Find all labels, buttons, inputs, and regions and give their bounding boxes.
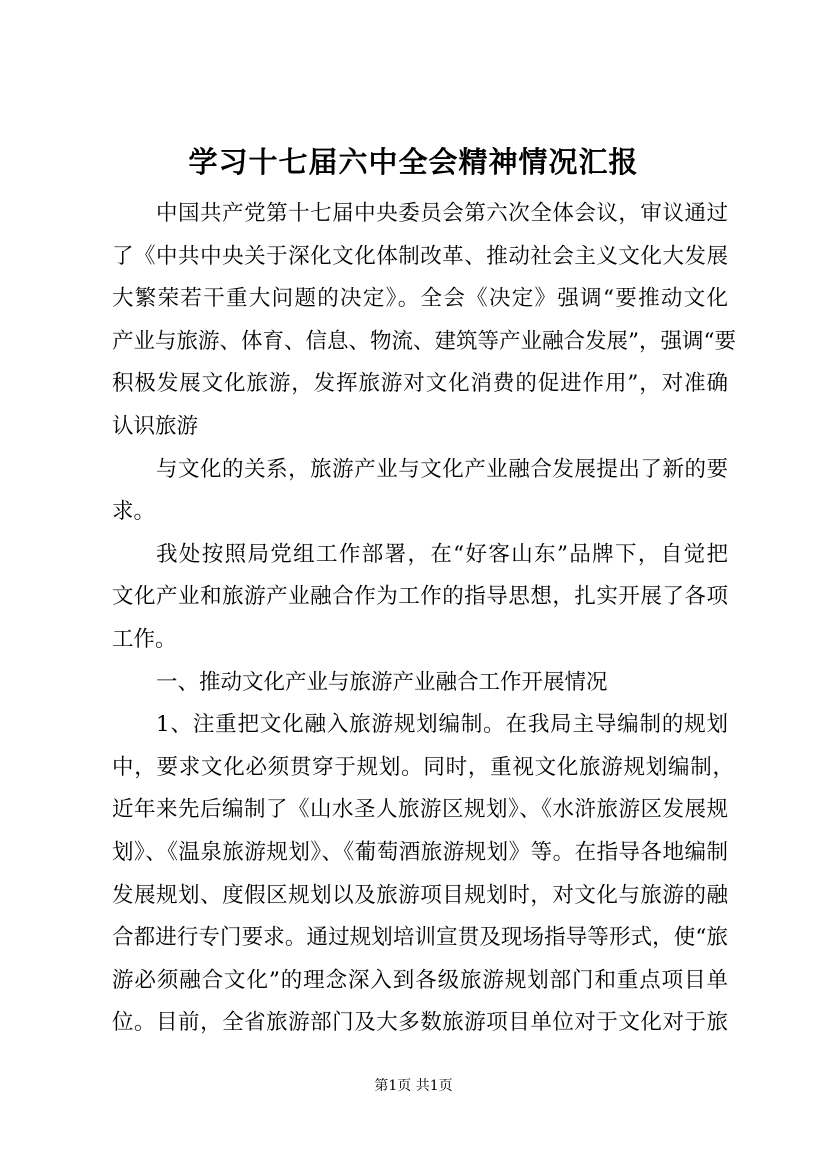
text-line: 求。 [112, 499, 156, 525]
text-line: 工作。 [112, 626, 177, 652]
text-line: 1、注重把文化融入旅游规划编制。在我局主导编制的规划 [156, 712, 728, 738]
text-line: 中，要求文化必须贯穿于规划。同时，重视文化旅游规划编制， [112, 754, 734, 780]
document-body [112, 193, 736, 1045]
text-line: 了《中共中央关于深化文化体制改革、推动社会主义文化大发展 [112, 243, 728, 269]
text-line: 合都进行专门要求。通过规划培训宣贯及现场指导等形式，使“旅 [112, 925, 728, 951]
text-line: 划》、《温泉旅游规划》、《葡萄酒旅游规划》等。在指导各地编制 [112, 839, 728, 865]
text-line: 文化产业和旅游产业融合作为工作的指导思想，扎实开展了各项 [112, 584, 728, 610]
text-line: 产业与旅游、体育、信息、物流、建筑等产业融合发展”，强调“要 [112, 328, 736, 354]
text-line: 发展规划、度假区规划以及旅游项目规划时，对文化与旅游的融 [112, 882, 728, 908]
text-line: 游必须融合文化”的理念深入到各级旅游规划部门和重点项目单 [112, 967, 728, 993]
text-line: 与文化的关系，旅游产业与文化产业融合发展提出了新的要 [156, 456, 728, 482]
text-line: 我处按照局党组工作部署，在“好客山东”品牌下，自觉把 [156, 541, 728, 567]
text-line: 近年来先后编制了《山水圣人旅游区规划》、《水浒旅游区发展规 [112, 797, 728, 823]
text-line: 认识旅游 [112, 413, 199, 439]
text-line: 中国共产党第十七届中央委员会第六次全体会议，审议通过 [156, 201, 728, 226]
text-line: 位。目前，全省旅游部门及大多数旅游项目单位对于文化对于旅 [112, 1010, 728, 1036]
page-footer: 第1页 共1页 [374, 1078, 453, 1094]
section-heading: 一、推动文化产业与旅游产业融合工作开展情况 [156, 669, 608, 695]
text-line: 大繁荣若干重大问题的决定》。全会《决定》强调“要推动文化 [112, 286, 728, 312]
document-title: 学习十七届六中全会精神情况汇报 [188, 145, 639, 179]
text-line: 积极发展文化旅游，发挥旅游对文化消费的促进作用”，对准确 [112, 371, 728, 397]
